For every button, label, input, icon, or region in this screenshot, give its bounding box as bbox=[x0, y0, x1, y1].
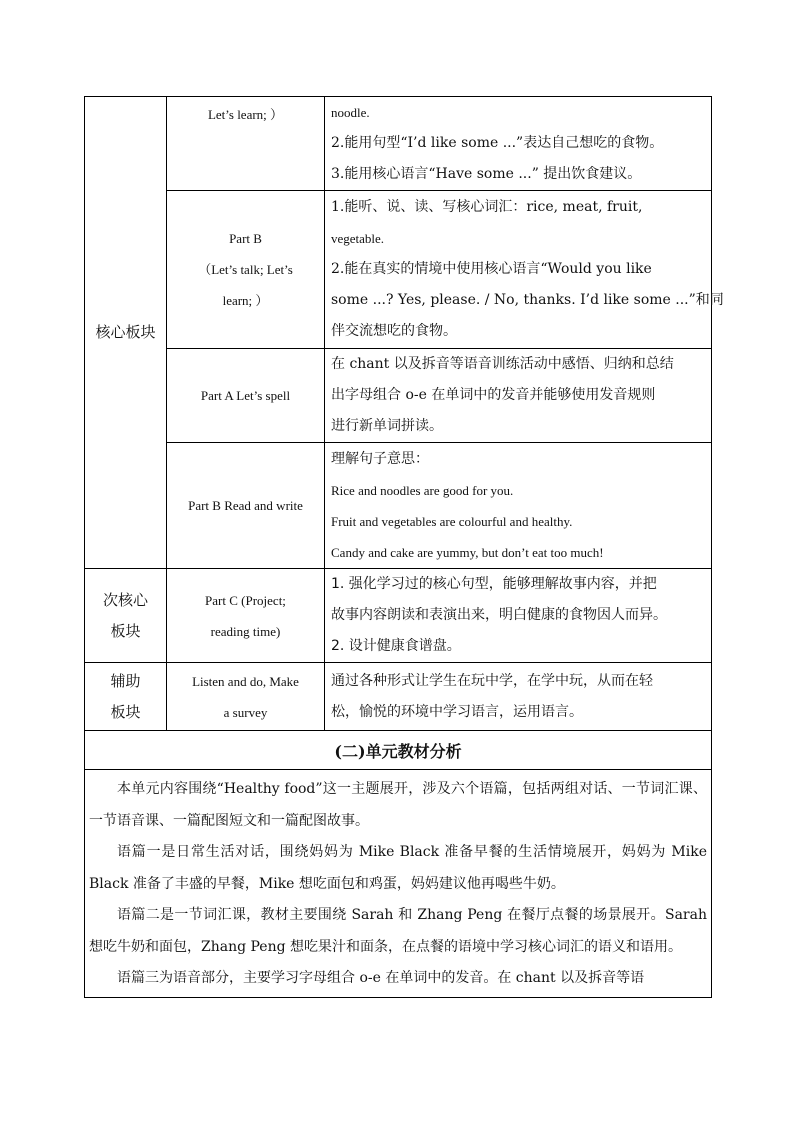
part-label: Listen and do, Make bbox=[192, 673, 299, 689]
goal-line: 1. 强化学习过的核心句型，能够理解故事内容，并把 bbox=[331, 576, 657, 592]
part-label: Part B bbox=[229, 231, 262, 246]
core-module-label bbox=[85, 97, 167, 569]
goals-cell bbox=[325, 191, 724, 349]
goal-line: 通过各种形式让学生在玩中学，在学中玩，从而在轻 bbox=[331, 672, 653, 689]
core-module-text: 核心板块 bbox=[95, 323, 156, 341]
goal-line: 1.能听、说、读、写核心词汇：rice, meat, fruit, bbox=[331, 199, 643, 215]
part-label: reading time) bbox=[210, 623, 281, 639]
goals-cell bbox=[325, 663, 712, 731]
analysis-paragraph: 本单元内容围绕“Healthy food”这一主题展开，涉及六个语篇，包括两组对话、一节词汇课、一节语音课、一篇配图短文和一篇配图故事。 bbox=[89, 781, 707, 829]
table-row bbox=[85, 569, 712, 663]
goal-line: Candy and cake are yummy, but don’t eat too much! bbox=[331, 544, 604, 560]
part-label: Part B Read and write bbox=[188, 498, 303, 513]
part-label: a survey bbox=[223, 704, 268, 720]
label-line: 板块 bbox=[110, 621, 141, 640]
table-row bbox=[85, 191, 712, 349]
part-cell bbox=[167, 97, 325, 191]
analysis-paragraph: 语篇三为语音部分，主要学习字母组合 o-e 在单词中的发音。在 chant 以及拆音等语 bbox=[117, 970, 645, 986]
goal-line: 进行新单词拼读。 bbox=[331, 418, 443, 434]
analysis-paragraph: 语篇一是日常生活对话，围绕妈妈为 Mike Black 准备早餐的生活情境展开，妈妈为 Mike Black 准备了丰盛的早餐，Mike 想吃面包和鸡蛋，妈妈建议他再喝些牛奶。 bbox=[89, 844, 707, 892]
goal-line: 在 chant 以及拆音等语音训练活动中感悟、归纳和总结 bbox=[331, 356, 674, 372]
goal-line: some ...? Yes, please. / No, thanks. I’d like some ...”和同 bbox=[331, 292, 724, 308]
part-cell bbox=[167, 349, 325, 443]
goal-line: 松，愉悦的环境中学习语言，运用语言。 bbox=[331, 703, 583, 720]
part-label: Part C (Project; bbox=[205, 592, 286, 608]
part-cell bbox=[167, 443, 325, 569]
goal-line: 故事内容朗读和表演出来，明白健康的食物因人而异。 bbox=[331, 607, 667, 623]
secondary-module-label bbox=[85, 569, 167, 663]
analysis-cell bbox=[85, 770, 712, 998]
goal-line: 伴交流想吃的食物。 bbox=[331, 323, 457, 339]
unit-content-table bbox=[84, 96, 724, 998]
part-label: （Let’s talk; Let’s bbox=[198, 262, 293, 277]
table-row bbox=[85, 731, 712, 770]
goal-line: Rice and noodles are good for you. bbox=[331, 482, 514, 498]
part-label: Let’s learn; ） bbox=[207, 107, 284, 122]
analysis-paragraph: 语篇二是一节词汇课，教材主要围绕 Sarah 和 Zhang Peng 在餐厅点餐的场景展开。Sarah 想吃牛奶和面包，Zhang Peng 想吃果汁和面条，在点餐的语境中学习核心词汇的语义和语用。 bbox=[89, 907, 707, 955]
part-cell bbox=[167, 663, 325, 731]
table-row bbox=[85, 663, 712, 731]
goal-line: noodle. bbox=[331, 105, 370, 120]
table-row bbox=[85, 97, 712, 191]
goal-line: 2.能在真实的情境中使用核心语言“Would you like bbox=[331, 261, 652, 277]
label-line: 板块 bbox=[110, 702, 141, 721]
table-row bbox=[85, 770, 712, 998]
table-row bbox=[85, 349, 712, 443]
goals-cell bbox=[325, 443, 712, 569]
table-row bbox=[85, 443, 712, 569]
goal-line: Fruit and vegetables are colourful and healthy. bbox=[331, 513, 573, 529]
goal-line: 3.能用核心语言“Have some ...” 提出饮食建议。 bbox=[331, 166, 642, 182]
goal-line: 理解句子意思： bbox=[331, 450, 429, 467]
goals-cell bbox=[325, 349, 712, 443]
goal-line: 2. 设计健康食谱盘。 bbox=[331, 638, 461, 654]
goal-line: 出字母组合 o-e 在单词中的发音并能够使用发音规则 bbox=[331, 387, 656, 403]
auxiliary-module-label bbox=[85, 663, 167, 731]
goal-line: 2.能用句型“I’d like some ...”表达自己想吃的食物。 bbox=[331, 135, 664, 151]
goals-cell bbox=[325, 97, 712, 191]
part-label: Part A Let’s spell bbox=[200, 388, 291, 403]
section-heading: (二)单元教材分析 bbox=[85, 731, 712, 770]
label-line: 辅助 bbox=[110, 671, 141, 690]
part-label: learn; ） bbox=[222, 293, 269, 308]
goal-line: vegetable. bbox=[331, 231, 385, 246]
label-line: 次核心 bbox=[102, 590, 148, 609]
part-cell bbox=[167, 191, 325, 349]
goals-cell bbox=[325, 569, 712, 663]
part-cell bbox=[167, 569, 325, 663]
